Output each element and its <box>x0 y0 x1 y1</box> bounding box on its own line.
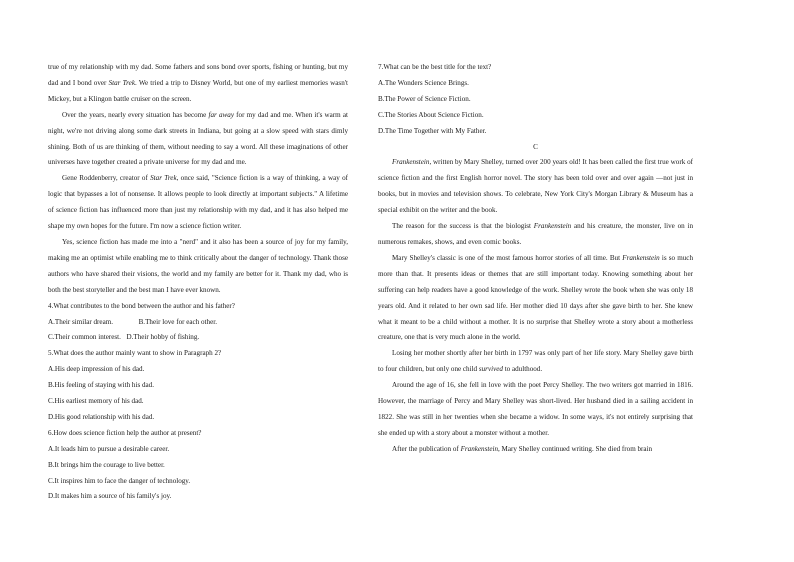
question-7 <box>378 60 693 140</box>
left-column <box>48 60 348 505</box>
question-options-row <box>48 330 348 346</box>
option-a: A.It leads him to pursue a desirable career. <box>48 444 170 453</box>
question-5 <box>48 346 348 426</box>
option-c: C.The Stories About Science Fiction. <box>378 110 484 119</box>
option-c: C.Their common interest. <box>48 333 121 342</box>
question-6 <box>48 426 348 506</box>
question-stem: 6.How does science fiction help the author at present? <box>48 428 202 437</box>
passage-c-paragraph: Losing her mother shortly after her birth in 1797 was only part of her life story. Mary Shelley gave birth to four children, but only one child survived to adulthood. <box>378 349 693 374</box>
passage-b-paragraph: Gene Roddenberry, creator of Star Trek, once said, "Science fiction is a way of thinking, a way of logic that bypasses a lot of nonsense. It allows people to look directly at important subjects." A lifetime of science fiction has influenced more than just my relationship with my dad, and it has also helped me shape my own hopes for the future. I'm now a science fiction writer. <box>48 174 348 231</box>
option-c: C.His earliest memory of his dad. <box>48 397 144 406</box>
question-stem: 7.What can be the best title for the text? <box>378 63 492 71</box>
option-b: B.The Power of Science Fiction. <box>378 94 471 103</box>
option-a: A.The Wonders Science Brings. <box>378 78 469 87</box>
passage-c-paragraph: Mary Shelley's classic is one of the most famous horror stories of all time. But Frankenstein is so much more than that. It presents ideas or themes that are still important today. Knowing something about her suffering can help readers have a good knowledge of the work. Shelley wrote the book when she was only 18 years old. And it related to her own sad life. Her mother died 10 days after she gave birth to her. She knew what it meant to be a child without a mother. It is no surprise that Shelley wrote a story about a motherless creature, one that is very much alone in the world. <box>378 253 693 342</box>
passage-b-paragraph: true of my relationship with my dad. Some fathers and sons bond over sports, fishing or hunting, but my dad and I bond over Star Trek. We tried a trip to Disney World, but one of my earliest memories wasn't Mickey, but a Klingon battle cruiser on the screen. <box>48 63 348 103</box>
option-d: D.His good relationship with his dad. <box>48 412 155 421</box>
question-stem: 4.What contributes to the bond between the author and his father? <box>48 301 235 310</box>
option-d: D.It makes him a source of his family's joy. <box>48 492 172 501</box>
option-d: D.The Time Together with My Father. <box>378 126 487 135</box>
option-d: D.Their hobby of fishing. <box>126 333 200 342</box>
right-column <box>378 60 693 458</box>
question-stem: 5.What does the author mainly want to show in Paragraph 2? <box>48 349 222 358</box>
option-b: B.Their love for each other. <box>138 317 217 326</box>
passage-c-paragraph: After the publication of Frankenstein, Mary Shelley continued writing. She died from brain <box>392 444 653 453</box>
passage-c-paragraph: The reason for the success is that the biologist Frankenstein and his creature, the monster, live on in numerous remakes, shows, and even comic books. <box>378 222 693 246</box>
option-b: B.His feeling of staying with his dad. <box>48 381 155 390</box>
passage-b-paragraph: Yes, science fiction has made me into a "nerd" and it also has been a source of joy for my family, making me an optimist while enabling me to think critically about the danger of technology. Thank those authors who have shared their visions, the world and my family are better for it. Thank my dad, who is both the best storyteller and the best man I have ever known. <box>48 237 348 294</box>
section-label: C <box>533 142 538 151</box>
option-a: A.Their similar dream. <box>48 317 114 326</box>
passage-c-paragraph: Frankenstein, written by Mary Shelley, turned over 200 years old! It has been called the first true work of science fiction and the first English horror novel. The story has been told over and over again —not just in books, but in movies and television shows. To celebrate, New York City's Morgan Library & Museum has a special exhibit on the writer and the book. <box>378 158 693 215</box>
question-4 <box>48 299 348 347</box>
option-a: A.His deep impression of his dad. <box>48 365 145 374</box>
passage-b-paragraph: Over the years, nearly every situation has become far away for my dad and me. When it's warm at night, we're not driving along some dark streets in Indiana, but going at a slow speed with stars dimly shining. Both of us are thinking of them, without needing to say a word. All these imaginations of other universes have together created a private universe for my dad and me. <box>48 110 349 167</box>
passage-c-paragraph: Around the age of 16, she fell in love with the poet Percy Shelley. The two writers got married in 1816. However, the marriage of Percy and Mary Shelley was short-lived. Her husband died in a sailing accident in 1822. She was still in her twenties when she became a widow. In some ways, it's not entirely surprising that she ended up with a story about a monster without a mother. <box>378 381 693 437</box>
option-c: C.It inspires him to face the danger of technology. <box>48 476 191 485</box>
option-b: B.It brings him the courage to live better. <box>48 460 165 469</box>
question-options-row <box>48 315 348 331</box>
